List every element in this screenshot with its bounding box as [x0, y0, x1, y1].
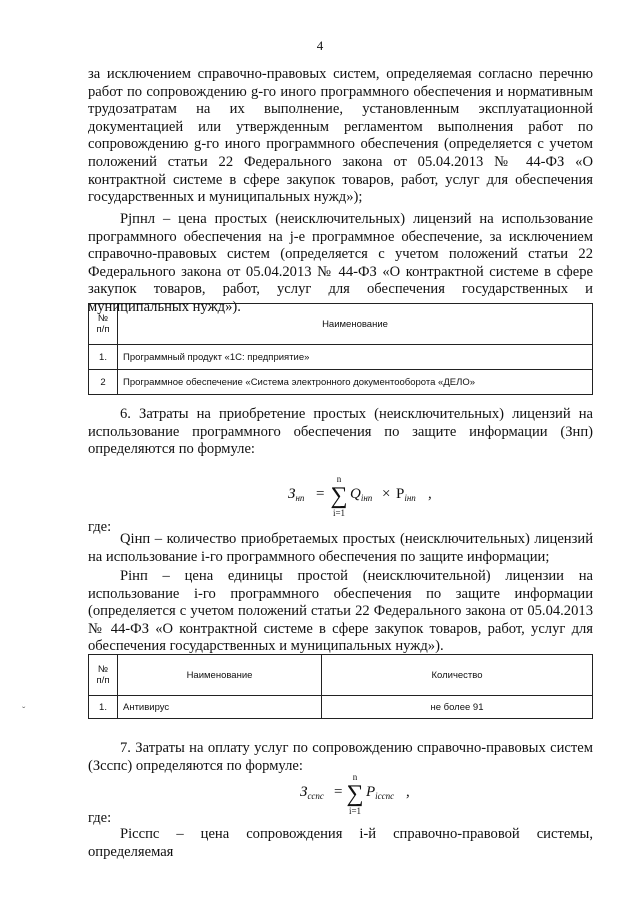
- sum-symbol: n ∑ i=1: [330, 474, 348, 518]
- formula-q: $Q_{iнп}$: [350, 486, 373, 503]
- formula-p: $P_{iсспс}$: [366, 784, 395, 801]
- table-row: [89, 345, 593, 370]
- formula-lhs: $З_{нп}$: [288, 486, 305, 503]
- section-7-heading: 7. Затраты на оплату услуг по сопровождению справочно-правовых систем (Зсспс) определяются по формуле:: [88, 740, 593, 774]
- paragraph-license-price: Pjпнл – цена простых (неисключительных) лицензий на использование программного обеспечения на j-е программное обеспечение, за исключением справочно-правовых систем (определяется с учетом положений статьи 22 Федерального закона от 05.04.2013 № 44-ФЗ «О контрактной системе в сфере закупок товаров, работ, услуг для обеспечения государственных и муниципальных нужд»).: [88, 211, 593, 315]
- row-cell-number: 1.: [89, 696, 118, 719]
- paragraph-maintenance-price-def: Piсспс – цена сопровождения i-й справочно-правовой системы, определяемая: [88, 826, 593, 860]
- software-table: [88, 303, 593, 395]
- header-cell-name: Наименование: [118, 304, 593, 345]
- formula-lhs: $З_{сспс}$: [300, 784, 324, 801]
- row-cell-quantity: не более 91: [322, 696, 593, 719]
- row-cell-number: 2: [89, 370, 118, 395]
- header-cell-number: № п/п: [89, 304, 118, 345]
- table-row: [89, 696, 593, 719]
- row-cell-name: Программный продукт «1С: предприятие»: [118, 345, 593, 370]
- page-number: 4: [316, 38, 324, 53]
- header-cell-name: Наименование: [118, 655, 322, 696]
- paragraph-unit-price-def: Piнп – цена единицы простой (неисключительной) лицензии на использование i-го программного обеспечения по защите информации (определяется с учетом положений статьи 22 Федерального закона от 05.04.2013 № 44-ФЗ «О контрактной системе в сфере закупок товаров, работ, услуг для обеспечения государственных и муниципальных нужд»).: [88, 568, 593, 655]
- where-label-1: где:: [88, 519, 112, 535]
- formula-license-cost: $З_{нп}$ = n ∑ i=1 $Q_{iнп}$ × $P_{iнп}$ ,: [288, 474, 432, 518]
- where-label-2: где:: [88, 810, 112, 826]
- row-cell-number: 1.: [89, 345, 118, 370]
- formula-legal-systems-cost: $З_{сспс}$ = n ∑ i=1 $P_{iсспс}$ ,: [300, 772, 410, 816]
- paragraph-maintenance-cost: за исключением справочно-правовых систем, определяемая согласно перечню работ по сопровождению g-го иного программного обеспечения и нормативным трудозатратам на их выполнение, установленным эксплуатационной документацией или утвержденным регламентом выполнения работ по сопровождению g-го иного программного обеспечения (определяется с учетом положений статьи 22 Федерального закона от 05.04.2013 № 44-ФЗ «О контрактной системе в сфере закупок товаров, работ, услуг для обеспечения государственных и муниципальных нужд»);: [88, 66, 593, 206]
- section-6-heading: 6. Затраты на приобретение простых (неисключительных) лицензий на использование программного обеспечения по защите информации (Знп) определяются по формуле:: [88, 406, 593, 458]
- margin-mark: ˇ: [22, 706, 26, 717]
- row-cell-name: Антивирус: [118, 696, 322, 719]
- paragraph-quantity-def: Qiнп – количество приобретаемых простых (неисключительных) лицензий на использование i-го программного обеспечения по защите информации;: [88, 531, 593, 565]
- header-cell-quantity: Количество: [322, 655, 593, 696]
- table-header-row: [89, 655, 593, 696]
- table-header-row: [89, 304, 593, 345]
- antivirus-table: [88, 654, 593, 719]
- row-cell-name: Программное обеспечение «Система электронного документооборота «ДЕЛО»: [118, 370, 593, 395]
- formula-p: $P_{iнп}$: [396, 486, 416, 503]
- sum-symbol: n ∑ i=1: [346, 772, 364, 816]
- table-row: [89, 370, 593, 395]
- header-cell-number: № п/п: [89, 655, 118, 696]
